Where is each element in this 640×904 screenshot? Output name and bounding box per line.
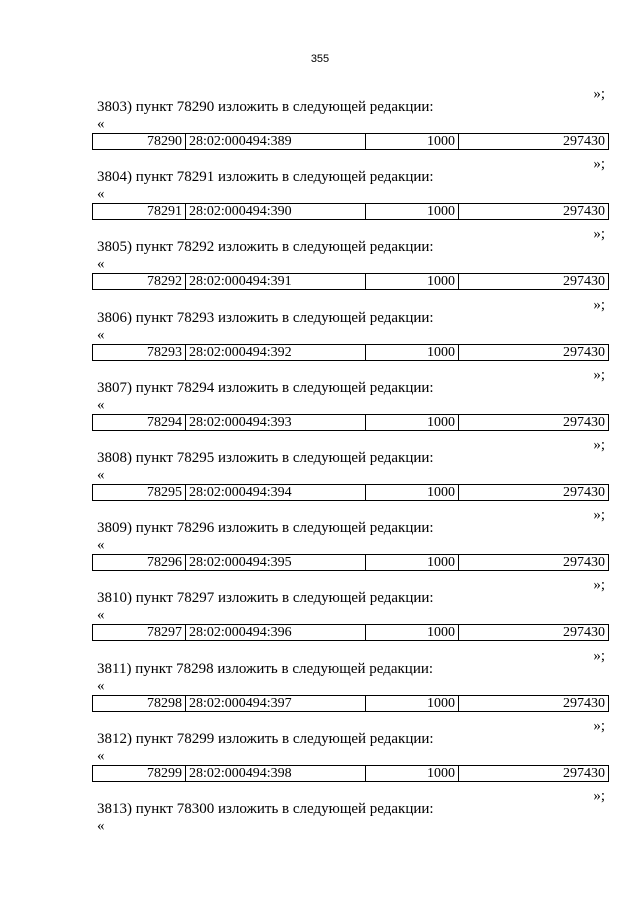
amendment-heading: 3808) пункт 78295 изложить в следующей редакции: bbox=[97, 450, 434, 466]
record-table bbox=[92, 133, 609, 150]
area-cell: 1000 bbox=[366, 134, 459, 150]
value-cell: 297430 bbox=[459, 204, 609, 220]
table-row bbox=[93, 625, 609, 641]
area-cell: 1000 bbox=[366, 695, 459, 711]
cadastral-number-cell: 28:02:000494:392 bbox=[186, 344, 366, 360]
closing-quote: »; bbox=[593, 296, 605, 313]
item-number-cell: 78290 bbox=[93, 134, 186, 150]
cadastral-number-cell: 28:02:000494:389 bbox=[186, 134, 366, 150]
cadastral-number-cell: 28:02:000494:390 bbox=[186, 204, 366, 220]
area-cell: 1000 bbox=[366, 274, 459, 290]
table-row bbox=[93, 414, 609, 430]
item-number-cell: 78296 bbox=[93, 555, 186, 571]
area-cell: 1000 bbox=[366, 555, 459, 571]
item-number-cell: 78299 bbox=[93, 765, 186, 781]
value-cell: 297430 bbox=[459, 414, 609, 430]
opening-quote: « bbox=[97, 326, 105, 343]
item-number-cell: 78293 bbox=[93, 344, 186, 360]
value-cell: 297430 bbox=[459, 134, 609, 150]
amendment-heading: 3806) пункт 78293 изложить в следующей редакции: bbox=[97, 309, 434, 326]
value-cell: 297430 bbox=[459, 274, 609, 290]
cadastral-number-cell: 28:02:000494:394 bbox=[186, 485, 366, 501]
table-row bbox=[93, 204, 609, 220]
item-number-cell: 78294 bbox=[93, 414, 186, 430]
amendment-heading: 3813) пункт 78300 изложить в следующей редакции: bbox=[97, 801, 434, 817]
record-table bbox=[92, 273, 609, 290]
table-row bbox=[93, 134, 609, 150]
item-number-cell: 78295 bbox=[93, 485, 186, 501]
opening-quote: « bbox=[97, 256, 105, 273]
record-table bbox=[92, 765, 609, 782]
record-table bbox=[92, 414, 609, 431]
cadastral-number-cell: 28:02:000494:397 bbox=[186, 695, 366, 711]
amendment-heading: 3804) пункт 78291 изложить в следующей редакции: bbox=[97, 169, 434, 186]
opening-quote: « bbox=[97, 677, 105, 694]
value-cell: 297430 bbox=[459, 625, 609, 641]
value-cell: 297430 bbox=[459, 555, 609, 571]
record-table bbox=[92, 624, 609, 641]
table-row bbox=[93, 344, 609, 360]
record-table bbox=[92, 203, 609, 220]
closing-quote: »; bbox=[593, 647, 605, 664]
item-number-cell: 78291 bbox=[93, 204, 186, 220]
opening-quote: « bbox=[97, 537, 105, 554]
value-cell: 297430 bbox=[459, 344, 609, 360]
cadastral-number-cell: 28:02:000494:391 bbox=[186, 274, 366, 290]
closing-quote: »; bbox=[593, 437, 605, 453]
record-table bbox=[92, 344, 609, 361]
item-number-cell: 78298 bbox=[93, 695, 186, 711]
closing-quote: »; bbox=[593, 86, 605, 102]
record-table bbox=[92, 484, 609, 501]
opening-quote: « bbox=[97, 818, 105, 834]
item-number-cell: 78292 bbox=[93, 274, 186, 290]
amendment-heading: 3807) пункт 78294 изложить в следующей редакции: bbox=[97, 379, 434, 396]
page-number: 355 bbox=[310, 53, 330, 65]
closing-quote: »; bbox=[593, 507, 605, 524]
opening-quote: « bbox=[97, 116, 105, 132]
amendment-heading: 3805) пункт 78292 изложить в следующей редакции: bbox=[97, 239, 434, 256]
amendment-heading: 3812) пункт 78299 изложить в следующей редакции: bbox=[97, 730, 434, 747]
cadastral-number-cell: 28:02:000494:396 bbox=[186, 625, 366, 641]
closing-quote: »; bbox=[593, 577, 605, 594]
amendment-heading: 3810) пункт 78297 изложить в следующей редакции: bbox=[97, 590, 434, 607]
closing-quote: »; bbox=[593, 788, 605, 804]
table-row bbox=[93, 765, 609, 781]
area-cell: 1000 bbox=[366, 625, 459, 641]
value-cell: 297430 bbox=[459, 485, 609, 501]
item-number-cell: 78297 bbox=[93, 625, 186, 641]
value-cell: 297430 bbox=[459, 765, 609, 781]
amendment-heading: 3811) пункт 78298 изложить в следующей редакции: bbox=[97, 660, 434, 677]
closing-quote: »; bbox=[593, 366, 605, 383]
area-cell: 1000 bbox=[366, 414, 459, 430]
amendment-heading: 3809) пункт 78296 изложить в следующей редакции: bbox=[97, 520, 434, 537]
area-cell: 1000 bbox=[366, 765, 459, 781]
value-cell: 297430 bbox=[459, 695, 609, 711]
opening-quote: « bbox=[97, 607, 105, 624]
closing-quote: »; bbox=[593, 717, 605, 734]
opening-quote: « bbox=[97, 747, 105, 764]
area-cell: 1000 bbox=[366, 204, 459, 220]
cadastral-number-cell: 28:02:000494:393 bbox=[186, 414, 366, 430]
area-cell: 1000 bbox=[366, 344, 459, 360]
table-row bbox=[93, 485, 609, 501]
opening-quote: « bbox=[97, 396, 105, 413]
opening-quote: « bbox=[97, 467, 105, 483]
opening-quote: « bbox=[97, 186, 105, 203]
table-row bbox=[93, 695, 609, 711]
record-table bbox=[92, 695, 609, 712]
closing-quote: »; bbox=[593, 226, 605, 243]
record-table bbox=[92, 554, 609, 571]
amendment-heading: 3803) пункт 78290 изложить в следующей редакции: bbox=[97, 99, 434, 115]
cadastral-number-cell: 28:02:000494:398 bbox=[186, 765, 366, 781]
table-row bbox=[93, 555, 609, 571]
closing-quote: »; bbox=[593, 156, 605, 173]
area-cell: 1000 bbox=[366, 485, 459, 501]
table-row bbox=[93, 274, 609, 290]
cadastral-number-cell: 28:02:000494:395 bbox=[186, 555, 366, 571]
